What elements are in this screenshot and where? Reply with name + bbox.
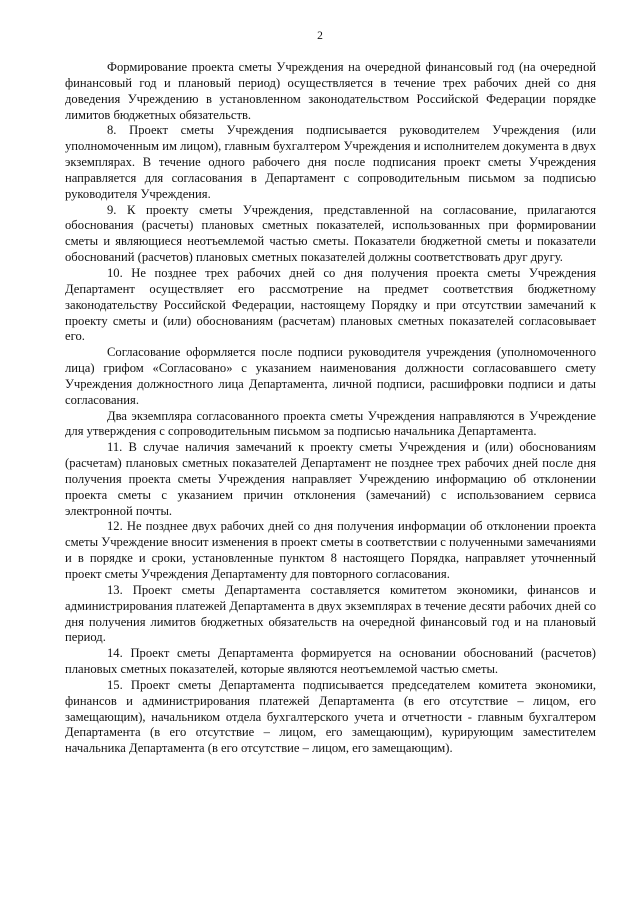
- paragraph-clause-14: 14. Проект сметы Департамента формируется на основании обоснований (расчетов) плановых сметных показателей, которые являются неотъемлемой частью сметы.: [65, 646, 596, 677]
- paragraph-clause-12: 12. Не позднее двух рабочих дней со дня получения информации об отклонении проекта сметы Учреждение вносит изменения в проект сметы в соответствии с полученными замечаниями и в порядке и сроки, установленные пунктом 8 настоящего Порядка, направляет уточненный проект сметы Учреждения Департаменту для повторного согласования.: [65, 519, 596, 581]
- paragraph-clause-10: 10. Не позднее трех рабочих дней со дня получения проекта сметы Учреждения Департамент осуществляет его рассмотрение на предмет соответствия бюджетному законодательству Российской Федерации, настоящему Порядку и при отсутствии замечаний к проекту сметы и (или) обоснованиям (расчетам) плановых сметных показателей согласовывает его.: [65, 265, 596, 344]
- paragraph-intro: Формирование проекта сметы Учреждения на очередной финансовый год (на очередной финансовый год и плановый период) осуществляется в течение трех рабочих дней со дня доведения Учреждению в установленном законодательством Российской Федерации порядке лимитов бюджетных обязательств.: [65, 60, 596, 122]
- paragraph-clause-13: 13. Проект сметы Департамента составляется комитетом экономики, финансов и администрирования платежей Департамента в двух экземплярах в течение десяти рабочих дней со дня получения лимитов бюджетных обязательств на очередной финансовый год и на плановый период.: [65, 582, 596, 645]
- paragraph-clause-15: 15. Проект сметы Департамента подписывается председателем комитета экономики, финансов и администрирования платежей Департамента (в его отсутствие – лицом, его замещающим), начальником отдела бухгалтерского учета и отчетности - главным бухгалтером Департамента (в его отсутствие – лицом, его замещающим), курирующим заместителем начальника Департамента (в его отсутствие – лицом, его замещающим).: [65, 677, 596, 756]
- paragraph-clause-9: 9. К проекту сметы Учреждения, представленной на согласование, прилагаются обоснования (расчеты) плановых сметных показателей, использованных при формировании сметы и являющиеся неотъемлемой частью сметы. Показатели бюджетной сметы и показатели обоснований (расчетов) плановых сметных показателей должны соответствовать друг другу.: [65, 202, 596, 265]
- paragraph-clause-11: 11. В случае наличия замечаний к проекту сметы Учреждения и (или) обоснованиям (расчетам) плановых сметных показателей Департамент не позднее трех рабочих дней после дня получения проекта сметы Учреждения направляет Учреждению информацию об отклонении проекта сметы с указанием причин отклонения (замечаний) с использованием сервиса электронной почты.: [65, 440, 596, 518]
- paragraph-approval-format: Согласование оформляется после подписи руководителя учреждения (уполномоченного лица) грифом «Согласовано» с указанием наименования должности согласовавшего смету Учреждения должностного лица Департамента, личной подписи, расшифровки подписи и даты согласования.: [65, 345, 596, 407]
- paragraph-copies: Два экземпляра согласованного проекта сметы Учреждения направляются в Учреждение для утверждения с сопроводительным письмом за подписью начальника Департамента.: [65, 408, 596, 439]
- paragraph-clause-8: 8. Проект сметы Учреждения подписывается руководителем Учреждения (или уполномоченным им лицом), главным бухгалтером Учреждения и исполнителем документа в двух экземплярах. В течение одного рабочего дня после подписания проект сметы Учреждения направляется для согласования в Департамент с сопроводительным письмом за подписью руководителя Учреждения.: [65, 123, 596, 201]
- page-number: 2: [317, 30, 323, 42]
- document-body: [65, 60, 596, 757]
